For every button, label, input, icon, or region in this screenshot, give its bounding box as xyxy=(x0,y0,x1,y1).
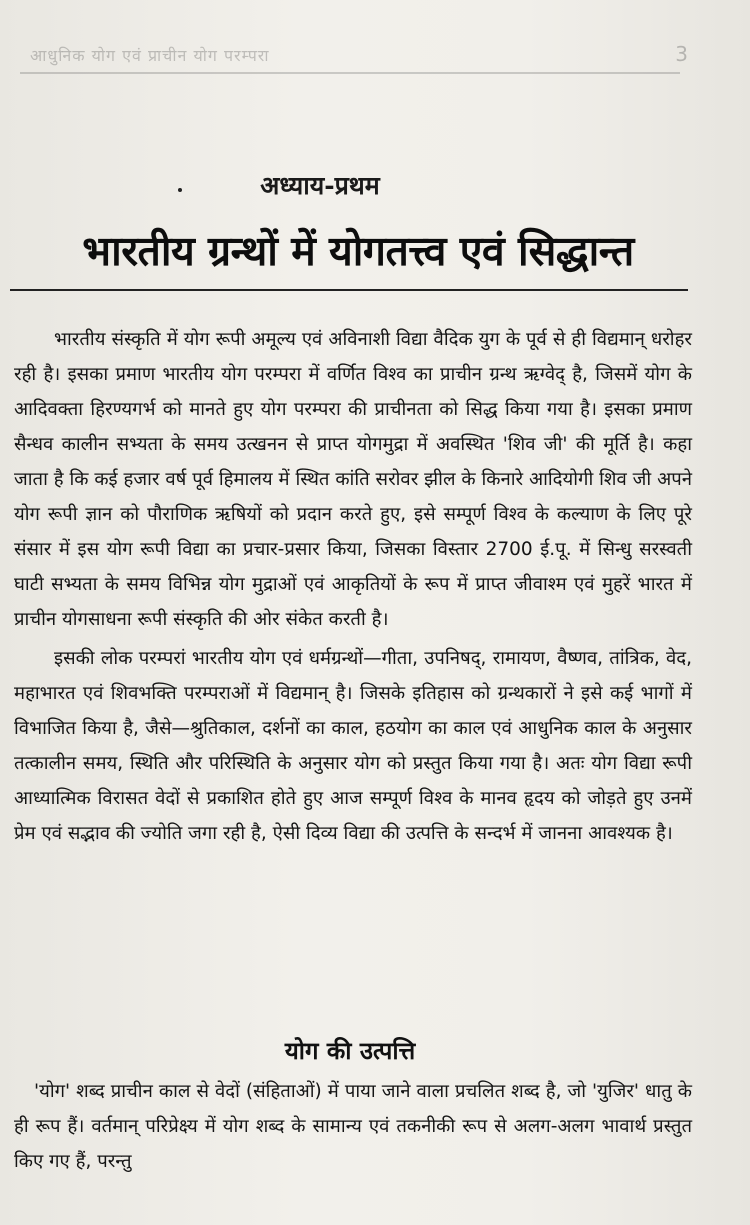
section-paragraph: 'योग' शब्द प्राचीन काल से वेदों (संहिताओं) में पाया जाने वाला प्रचलित शब्द है, जो 'युजिर' धातु के ही रूप हैं। वर्तमान् परिप्रेक्ष्य में योग शब्द के सामान्य एवं तकनीकी रूप से अलग-अलग भावार्थ प्रस्तुत किए गए हैं, परन्तु xyxy=(14,1081,692,1172)
header-rule xyxy=(20,72,680,74)
section-body xyxy=(14,1074,692,1179)
chapter-body xyxy=(14,322,692,851)
chapter-label: अध्याय-प्रथम xyxy=(260,171,380,200)
bleed-through-running-header: आधुनिक योग एवं प्राचीन योग परम्परा xyxy=(30,46,270,65)
chapter-title: भारतीय ग्रन्थों में योगतत्त्व एवं सिद्धान्त xyxy=(82,227,634,275)
paragraph-2: इसकी लोक परम्परां भारतीय योग एवं धर्मग्रन्थों—गीता, उपनिषद्, रामायण, वैष्णव, तांत्रिक, वेद, महाभारत एवं शिवभक्ति परम्पराओं में विद्यमान् है। जिसके इतिहास को ग्रन्थकारों ने इसे कई भागों में विभाजित किया है, जैसे—श्रुतिकाल, दर्शनों का काल, हठयोग का काल एवं आधुनिक काल के अनुसार तत्कालीन समय, स्थिति और परिस्थिति के अनुसार योग को प्रस्तुत किया गया है। अतः योग विद्या रूपी आध्यात्मिक विरासत वेदों से प्रकाशित होते हुए आज सम्पूर्ण विश्व के मानव हृदय को जोड़ते हुए उनमें प्रेम एवं सद्भाव की ज्योति जगा रही है, ऐसी दिव्य विद्या की उत्पत्ति के सन्दर्भ में जानना आवश्यक है। xyxy=(14,648,692,844)
paragraph-1: भारतीय संस्कृति में योग रूपी अमूल्य एवं अविनाशी विद्या वैदिक युग के पूर्व से ही विद्यमान् धरोहर रही है। इसका प्रमाण भारतीय योग परम्परा में वर्णित विश्व का प्राचीन ग्रन्थ ऋग्वेद् है, जिसमें योग के आदिवक्ता हिरण्यगर्भ को मानते हुए योग परम्परा की प्राचीनता को सिद्ध किया गया है। इसका प्रमाण सैन्धव कालीन सभ्यता के समय उत्खनन से प्राप्त योगमुद्रा में अवस्थित 'शिव जी' की मूर्ति है। कहा जाता है कि कई हजार वर्ष पूर्व हिमालय में स्थित कांति सरोवर झील के किनारे आदियोगी शिव जी अपने योग रूपी ज्ञान को पौराणिक ऋषियों को प्रदान करते हुए, इसे सम्पूर्ण विश्व के कल्याण के लिए पूरे संसार में इस योग रूपी विद्या का प्रचार-प्रसार किया, जिसका विस्तार 2700 ई.पू. में सिन्धु सरस्वती घाटी सभ्यता के समय विभिन्न योग मुद्राओं एवं आकृतियों के रूप में प्राप्त जीवाश्म एवं मुहरें भारत में प्राचीन योगसाधना रूपी संस्कृति की ओर संकेत करती है। xyxy=(14,329,692,630)
page-number: 3 xyxy=(675,42,688,66)
section-heading: योग की उत्पत्ति xyxy=(284,1037,416,1065)
title-underline-rule xyxy=(10,289,688,291)
